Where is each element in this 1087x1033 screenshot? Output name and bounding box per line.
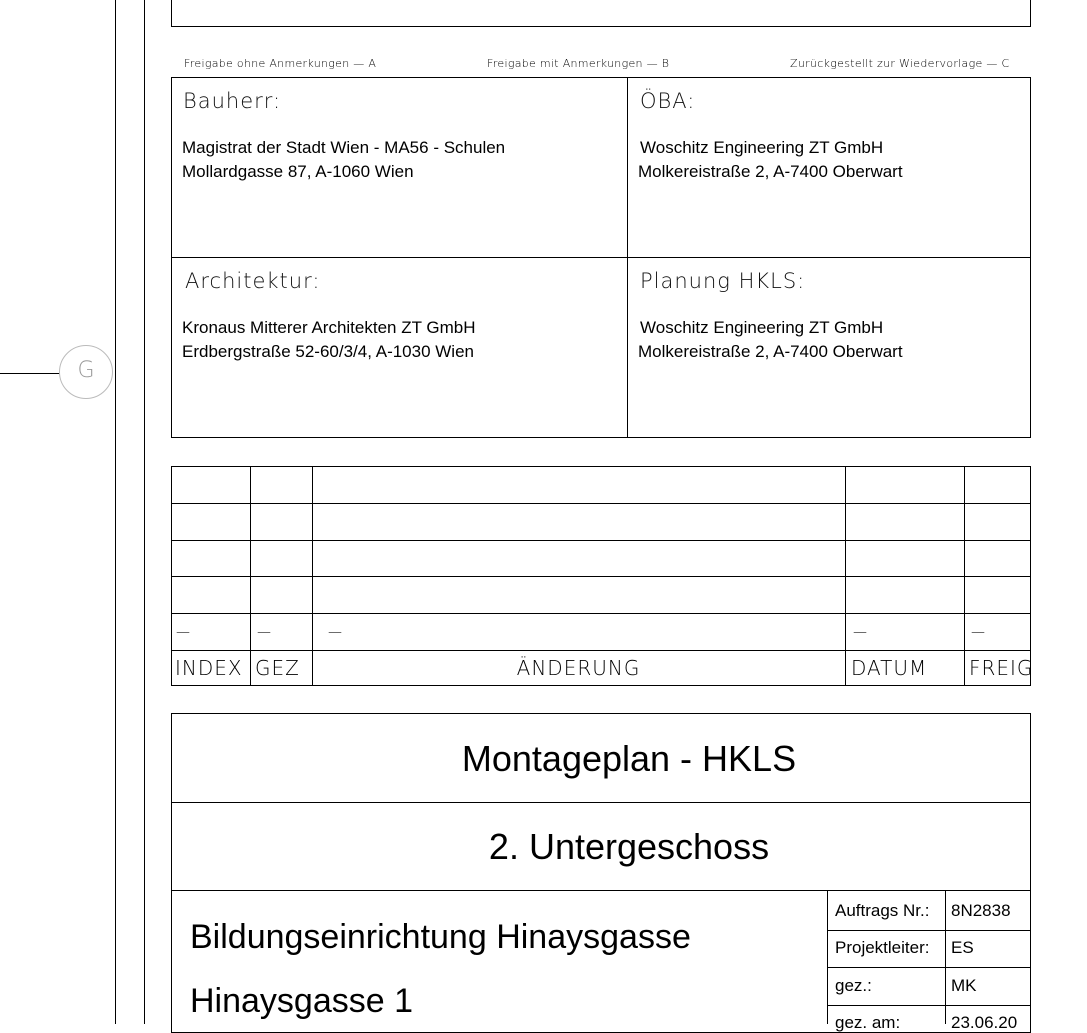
title-divider	[171, 802, 1031, 803]
margin-line-outer	[115, 0, 116, 1024]
info-value-drawn-on: 23.06.20	[951, 1013, 1018, 1032]
approval-option-c: Zurückgestellt zur Wiedervorlage — C	[790, 57, 1010, 70]
client-name: Magistrat der Stadt Wien - MA56 - Schulen	[182, 138, 506, 157]
info-row-line	[827, 967, 1031, 968]
revision-col-line	[845, 466, 846, 686]
revision-col-line	[312, 466, 313, 686]
marker-leader-line	[0, 373, 60, 374]
info-label-order-number: Auftrags Nr.:	[835, 901, 930, 920]
revision-col-line	[964, 466, 965, 686]
revision-row-line	[171, 613, 1031, 614]
header-aenderung: ÄNDERUNG	[516, 656, 641, 680]
hkls-planning-name: Woschitz Engineering ZT GmbH	[640, 318, 884, 337]
plan-title: Montageplan - HKLS	[461, 738, 797, 779]
approval-option-a: Freigabe ohne Anmerkungen — A	[184, 57, 377, 70]
site-supervision-address: Molkereistraße 2, A-7400 Oberwart	[638, 162, 903, 181]
info-col-line	[827, 890, 828, 1024]
info-value-project-lead: ES	[951, 938, 974, 957]
approval-option-b: Freigabe mit Anmerkungen — B	[487, 57, 670, 70]
title-divider	[171, 890, 1031, 891]
info-value-drawn-by: MK	[951, 976, 977, 995]
site-supervision-heading: ÖBA:	[640, 89, 696, 113]
header-freig: FREIG	[969, 656, 1034, 680]
architecture-address: Erdbergstraße 52-60/3/4, A-1030 Wien	[182, 342, 474, 361]
header-datum: DATUM	[851, 656, 928, 680]
info-col-line	[945, 890, 946, 1024]
revision-dash-date: —	[853, 624, 868, 640]
revision-row-line	[171, 540, 1031, 541]
info-label-drawn-on: gez. am:	[835, 1013, 901, 1032]
info-label-project-lead: Projektleiter:	[835, 938, 930, 957]
revision-col-line	[250, 466, 251, 686]
hkls-planning-address: Molkereistraße 2, A-7400 Oberwart	[638, 342, 903, 361]
architecture-name: Kronaus Mitterer Architekten ZT GmbH	[182, 318, 476, 337]
info-value-order-number: 8N2838	[951, 901, 1011, 920]
revision-row-line	[171, 503, 1031, 504]
grid-marker-circle	[59, 345, 113, 399]
hkls-planning-heading: Planung HKLS:	[640, 269, 806, 293]
info-row-line	[827, 930, 1031, 931]
architecture-heading: Architektur:	[185, 269, 321, 293]
client-address: Mollardgasse 87, A-1060 Wien	[182, 162, 414, 181]
header-gez: GEZ	[255, 656, 300, 680]
project-address: Hinaysgasse 1	[190, 982, 414, 1020]
project-name: Bildungseinrichtung Hinaysgasse	[190, 918, 691, 956]
margin-line-inner	[144, 0, 145, 1024]
site-supervision-name: Woschitz Engineering ZT GmbH	[640, 138, 884, 157]
top-frame-box	[171, 0, 1031, 27]
revision-dash-change: —	[328, 624, 343, 640]
info-row-line	[827, 1005, 1031, 1006]
parties-divider-horizontal	[171, 257, 1031, 258]
revision-row-line	[171, 576, 1031, 577]
revision-dash-gez: —	[257, 624, 272, 640]
info-label-drawn-by: gez.:	[835, 976, 872, 995]
floor-title: 2. Untergeschoss	[488, 826, 770, 867]
revision-dash-approval: —	[971, 624, 986, 640]
revision-dash-index: —	[176, 624, 191, 640]
client-heading: Bauherr:	[183, 89, 282, 113]
header-index: INDEX	[175, 656, 243, 680]
grid-marker-letter: G	[77, 358, 95, 383]
revision-row-line	[171, 650, 1031, 651]
